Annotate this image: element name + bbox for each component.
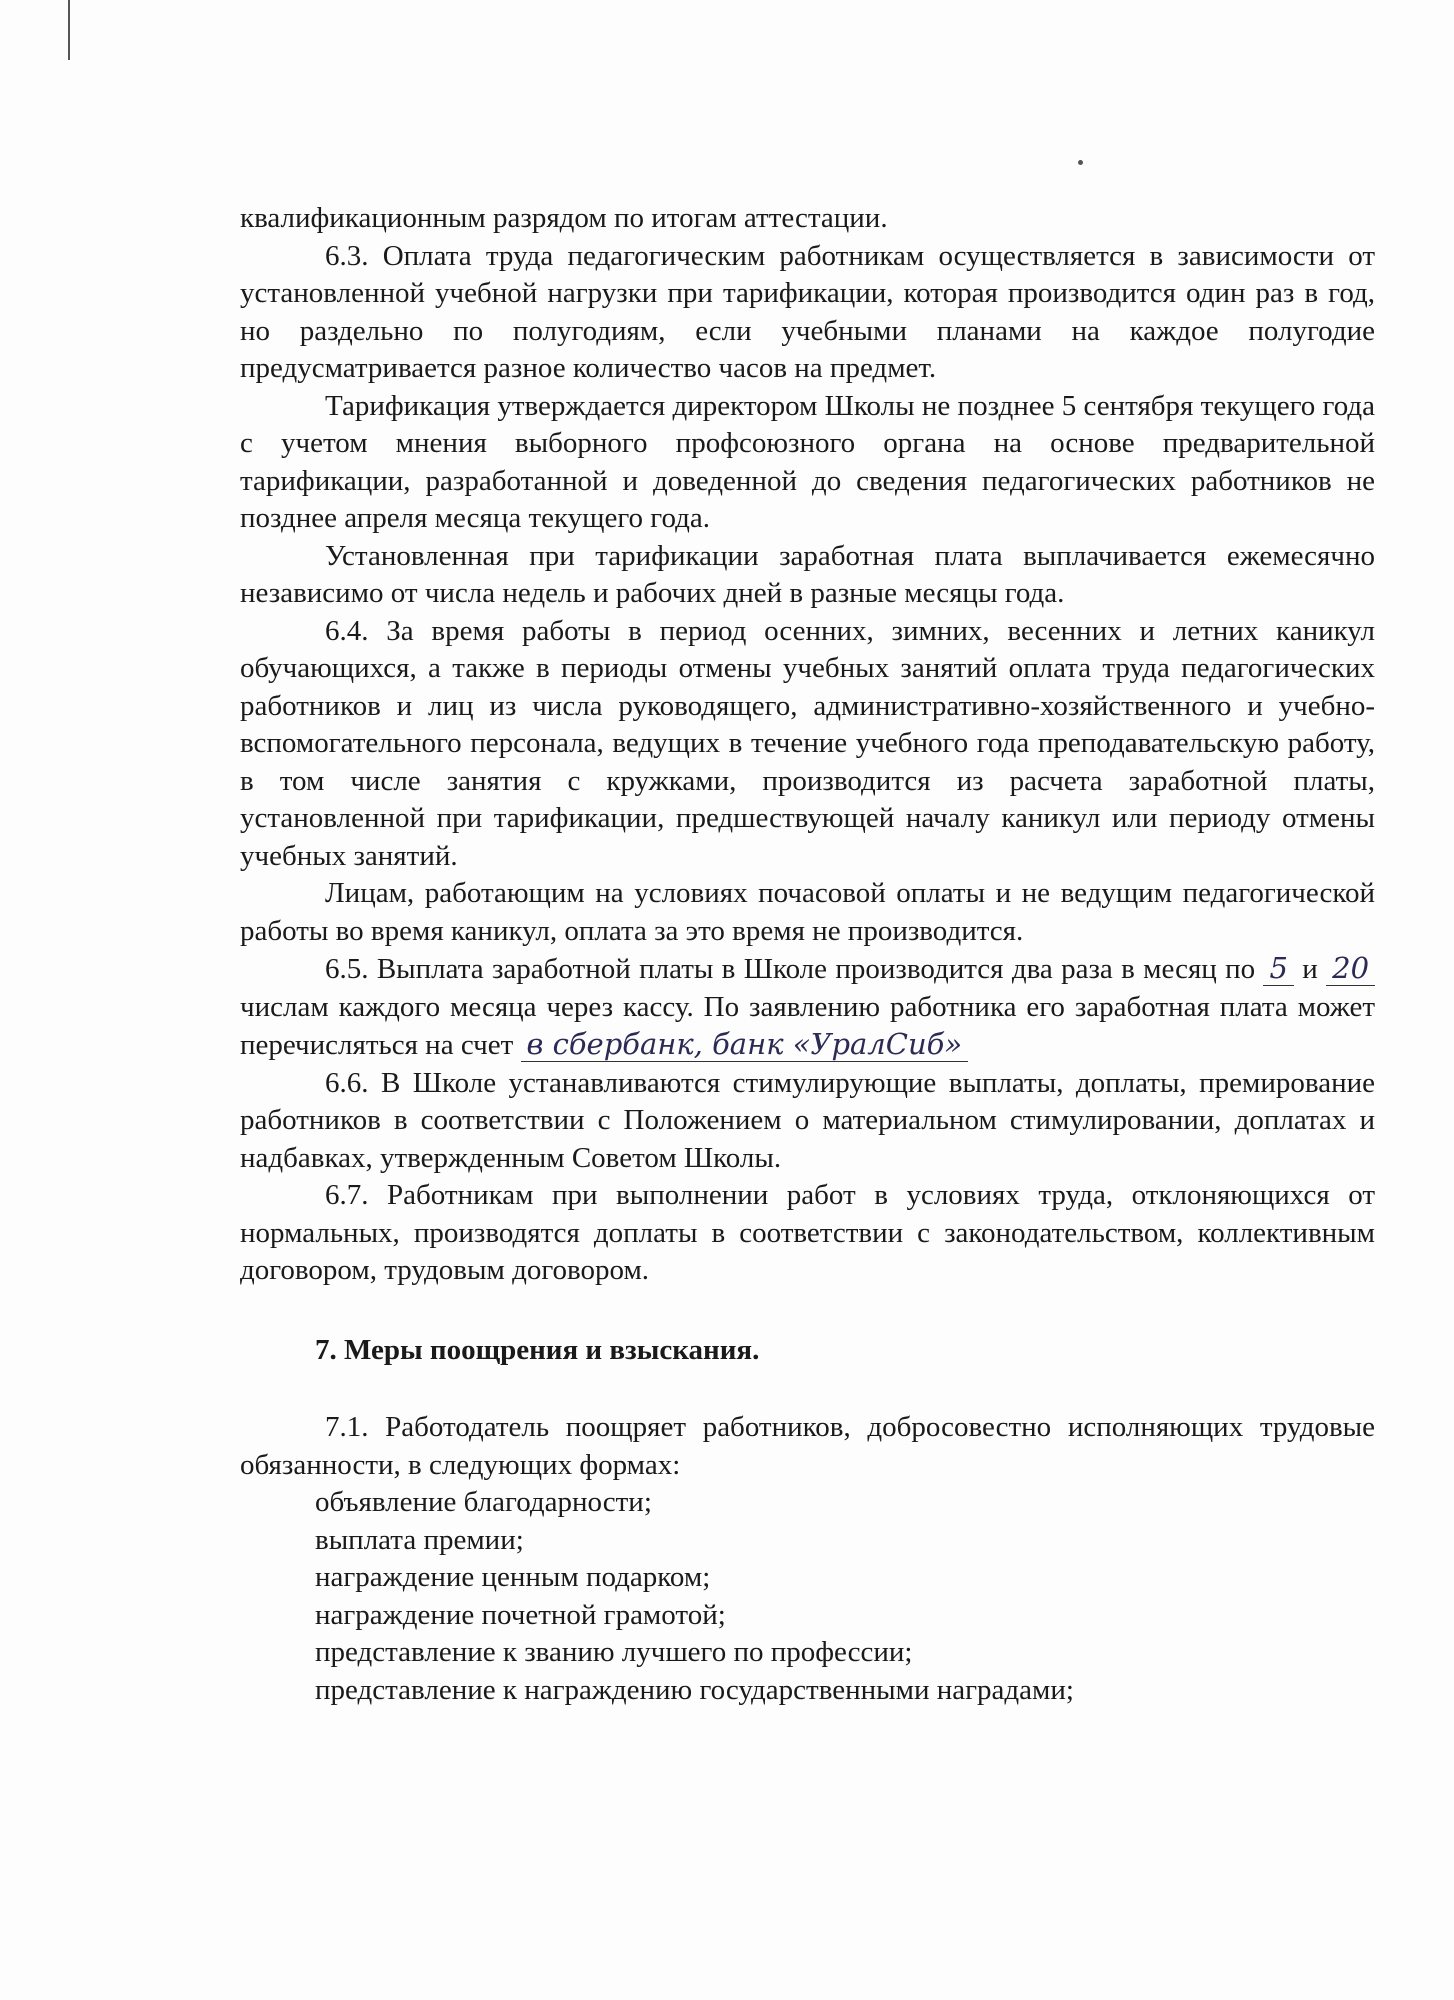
paragraph-6-7: 6.7. Работникам при выполнении работ в условиях труда, отклоняющихся от нормальных, производятся доплаты в соответствии с законодательством, коллективным договором, трудовым договором. xyxy=(240,1179,1375,1286)
scan-artifact-dot xyxy=(1078,160,1083,165)
paragraph-6-4: 6.4. За время работы в период осенних, зимних, весенних и летних каникул обучающихся, а также в периоды отмены учебных занятий оплата труда педагогических работников и лиц из числа руководящего, административно-хозяйственного и учебно-вспомогательного персонала, ведущих в течение учебного года преподавательскую работу, в том числе занятия с кружками, производится из расчета заработной платы, установленной при тарификации, предшествующей началу каникул или периоду отмены учебных занятий. xyxy=(240,614,1375,872)
list-item: награждение почетной грамотой; xyxy=(315,1598,726,1631)
list-item: представление к званию лучшего по профессии; xyxy=(315,1636,913,1668)
paragraph-6-6: 6.6. В Школе устанавливаются стимулирующие выплаты, доплаты, премирование работников в соответствии с Положением о материальном стимулировании, доплатах и надбавках, утвержденным Советом Школы. xyxy=(240,1066,1375,1174)
handwritten-day-2: 20 xyxy=(1326,951,1375,986)
paragraph-6-5 xyxy=(240,950,1375,1065)
list-item: объявление благодарности; xyxy=(315,1486,652,1518)
paragraph: квалификационным разрядом по итогам аттестации. xyxy=(240,202,888,234)
list-item: награждение ценным подарком; xyxy=(315,1561,711,1593)
list-item: представление к награждению государственными наградами; xyxy=(315,1673,1074,1706)
text: числам каждого месяца через кассу. По заявлению работника его заработная плата может перечисляться на счет xyxy=(240,990,1375,1061)
paragraph-7-1: 7.1. Работодатель поощряет работников, добросовестно исполняющих трудовые обязанности, в следующих формах: xyxy=(240,1411,1375,1481)
handwritten-account: в сбербанк, банк «УралСиб» xyxy=(521,1027,969,1062)
paragraph-hourly: Лицам, работающим на условиях почасовой оплаты и не ведущим педагогической работы во время каникул, оплата за это время не производится. xyxy=(240,877,1375,947)
paragraph-6-3: 6.3. Оплата труда педагогическим работникам осуществляется в зависимости от установленной учебной нагрузки при тарификации, которая производится один раз в год, но раздельно по полугодиям, если учебными планами на каждое полугодие предусматривается разное количество часов на предмет. xyxy=(240,239,1375,384)
reward-forms-list xyxy=(315,1484,1375,1709)
document-page xyxy=(240,200,1375,1709)
list-item: выплата премии; xyxy=(315,1523,524,1556)
text: и xyxy=(1302,953,1318,985)
scan-artifact-line xyxy=(68,0,70,60)
text: 6.5. Выплата заработной платы в Школе производится два раза в месяц по xyxy=(325,953,1256,985)
handwritten-day-1: 5 xyxy=(1263,951,1293,986)
paragraph-tarification: Тарификация утверждается директором Школы не позднее 5 сентября текущего года с учетом мнения выборного профсоюзного органа на основе предварительной тарификации, разработанной и доведенной до сведения педагогических работников не позднее апреля месяца текущего года. xyxy=(240,389,1375,534)
paragraph-salary: Установленная при тарификации заработная плата выплачивается ежемесячно независимо от числа недель и рабочих дней в разные месяцы года. xyxy=(240,539,1375,609)
section-heading-7: 7. Меры поощрения и взыскания. xyxy=(315,1333,760,1366)
